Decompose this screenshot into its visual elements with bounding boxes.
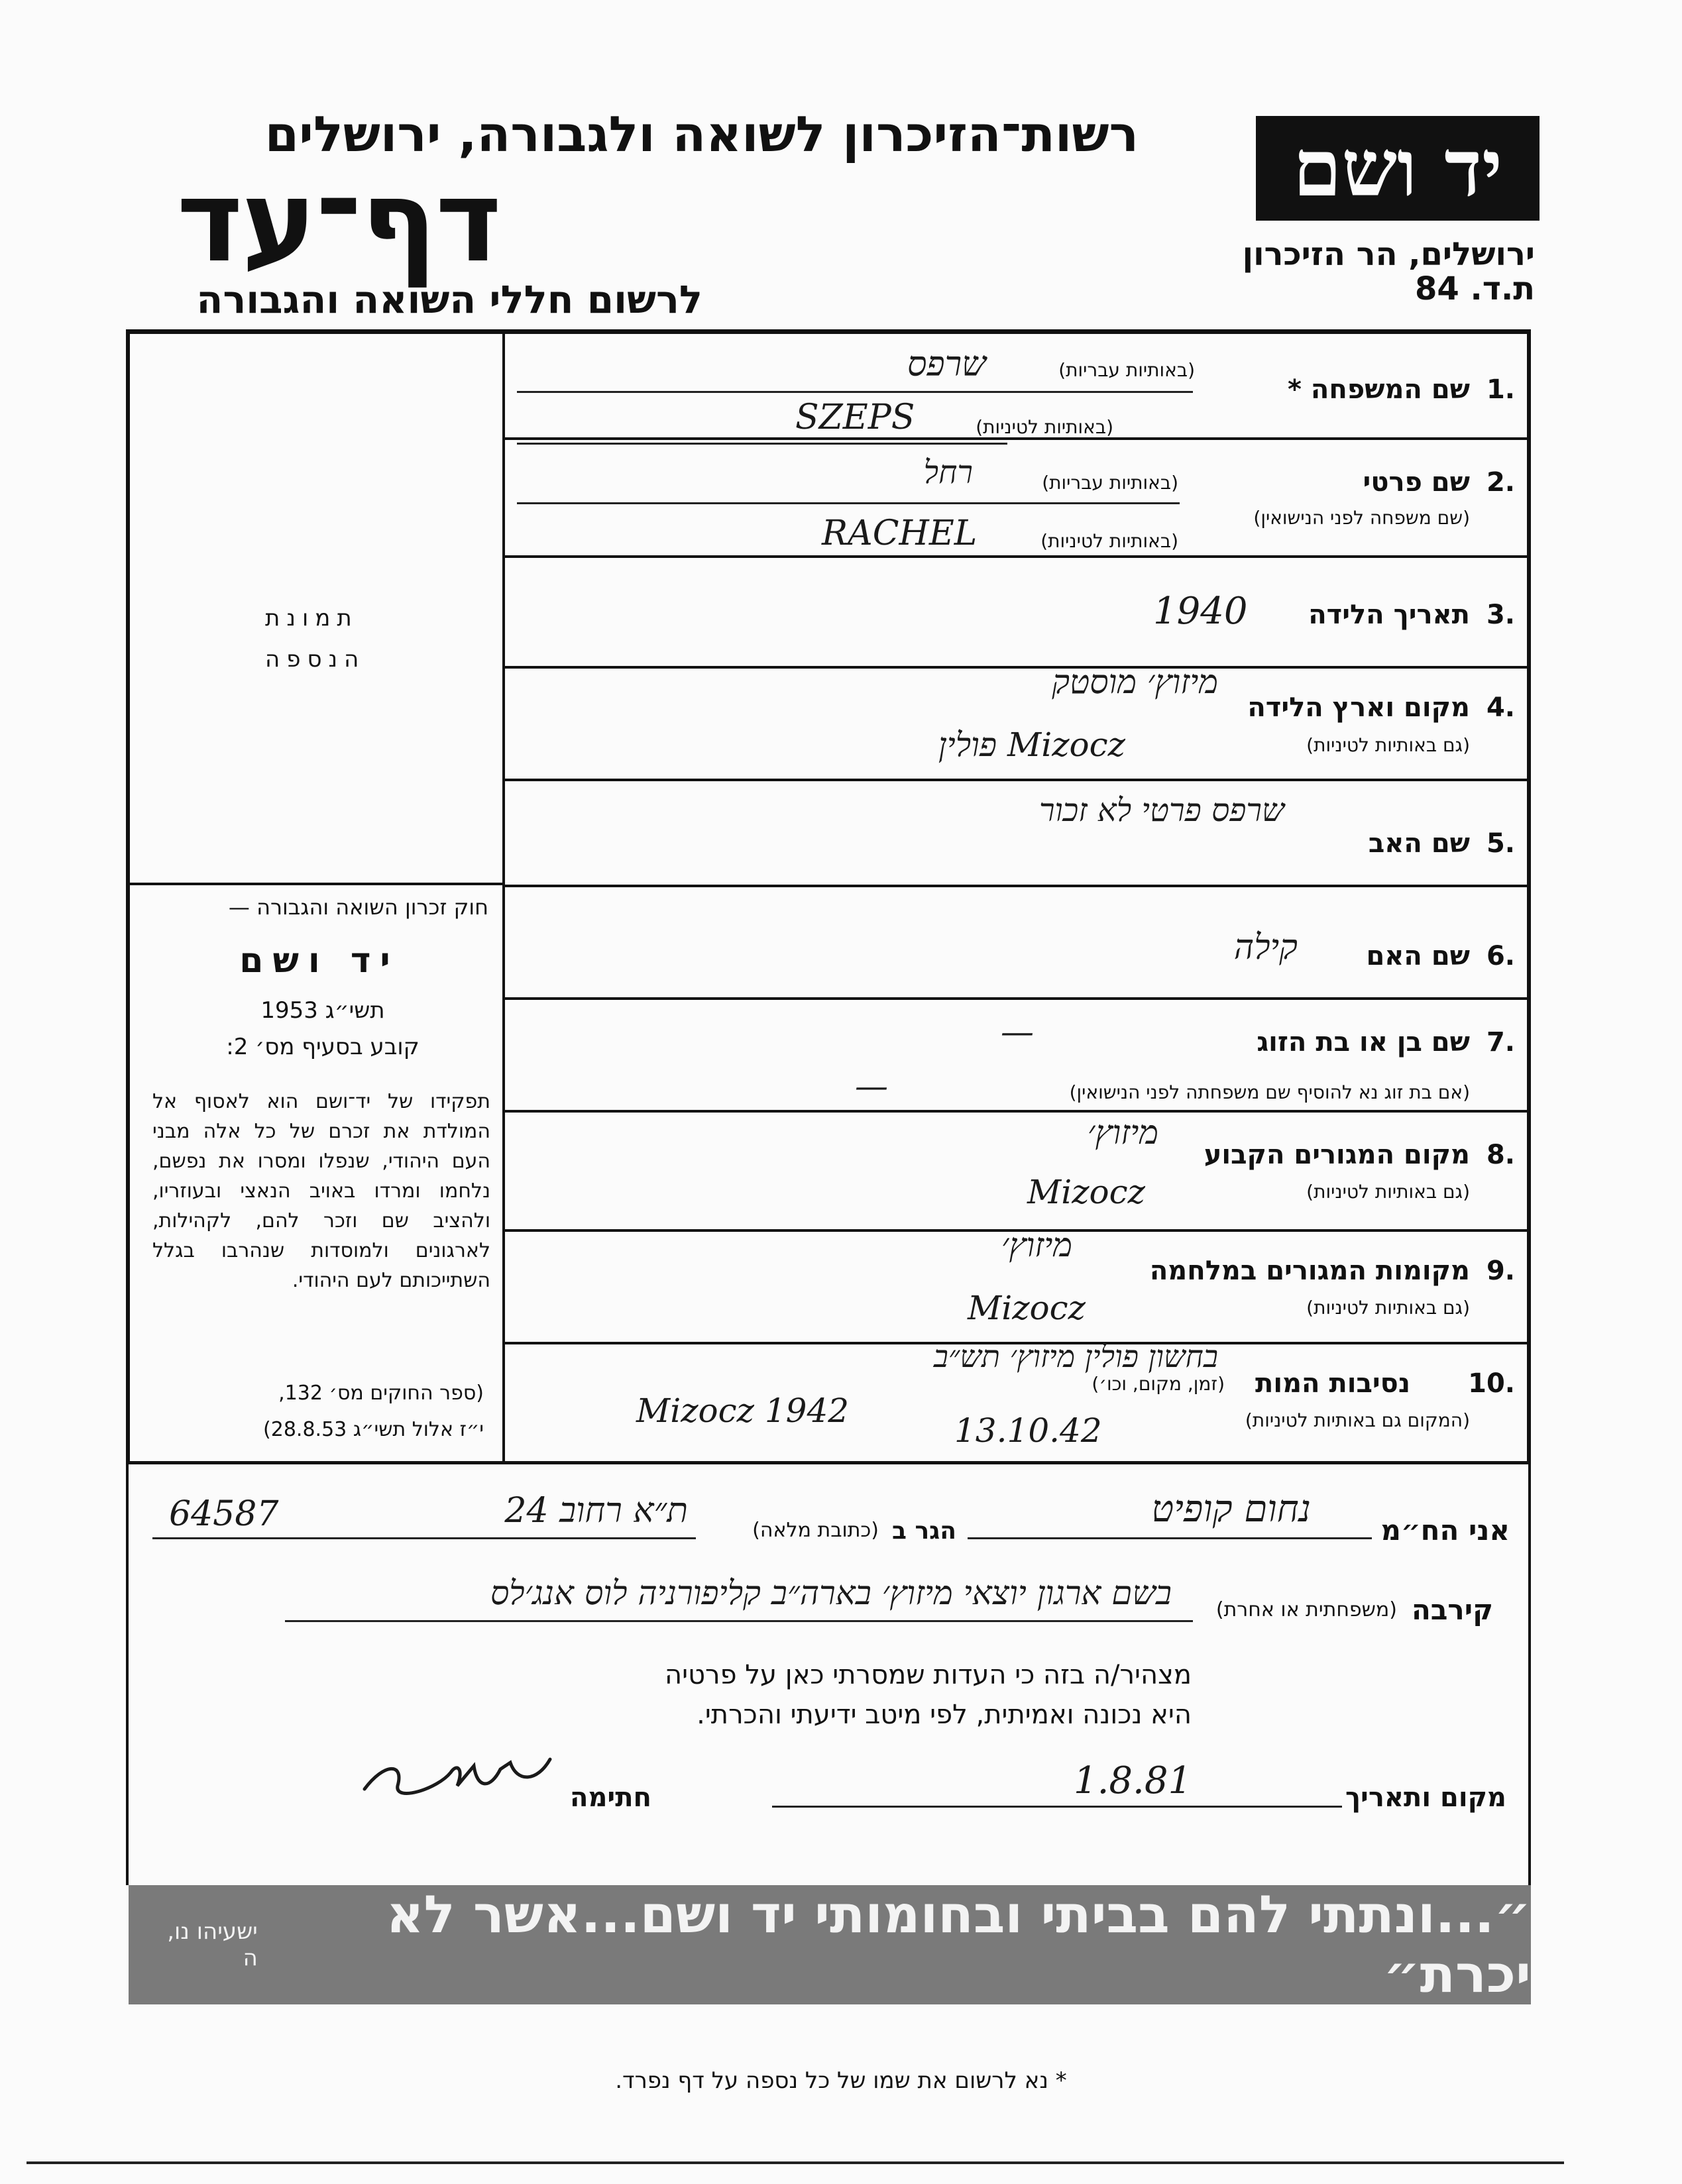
photo-label-2: הנספה — [265, 646, 366, 673]
input-line — [968, 1537, 1372, 1539]
field-hint: (גם באותיות לטיניות) — [1306, 1297, 1470, 1319]
field-number: 2. — [1486, 467, 1515, 498]
row-divider — [505, 885, 1531, 887]
relation-label: קירבה — [1411, 1594, 1493, 1626]
witness-name-value: נחום קופיט — [1151, 1488, 1311, 1531]
field-label-birth-place: מקום וארץ הלידה — [1247, 692, 1470, 723]
relation-hint: (משפחתית או אחרת) — [1215, 1598, 1397, 1621]
field-number: 7. — [1486, 1027, 1515, 1058]
relation-value: בשם ארגון יוצאי מיזוץ׳ בארה״ב קליפורניה לוס אנג׳לס — [490, 1574, 1172, 1612]
declaration-line-2: היא נכונה ואמיתית, לפי מיטב ידיעתי והכרתי. — [697, 1700, 1192, 1730]
field-label-birth-date: תאריך הלידה — [1308, 600, 1470, 630]
law-year: תשי״ג 1953 — [260, 997, 385, 1024]
birth-date-value: 1940 — [1153, 590, 1248, 633]
law-reference: (ספר החוקים מס׳ 132, — [278, 1382, 484, 1405]
input-line — [152, 1537, 696, 1539]
quote-text: ״...ונתתי להם בביתי ובחומותי יד ושם...אשר לא יכרת״ — [386, 1885, 1531, 2004]
signature-label: חתימה — [569, 1782, 651, 1813]
photo-label: תמונת — [265, 605, 359, 631]
field-hint: (באותיות לטיניות) — [1040, 530, 1178, 552]
field-number: 3. — [1486, 600, 1515, 630]
yad-vashem-logo — [1256, 116, 1540, 221]
page-title: דף־עד — [176, 156, 500, 288]
first-name-latin-value: RACHEL — [822, 514, 978, 553]
field-label-residence: מקום המגורים הקבוע — [1204, 1140, 1470, 1170]
footnote: * נא לרשום את שמו של כל נספה על דף נפרד. — [615, 2067, 1067, 2094]
row-divider — [505, 1110, 1531, 1113]
field-hint: (המקום גם באותיות לטיניות) — [1245, 1409, 1470, 1431]
death-place-latin-value: Mizocz 1942 — [636, 1392, 850, 1430]
signature — [358, 1749, 557, 1809]
place-date-label: מקום ותאריך — [1345, 1782, 1506, 1813]
left-panel-divider — [126, 883, 505, 885]
first-name-hebrew-value: רחל — [923, 454, 973, 491]
field-label-father-name: שם האב — [1368, 828, 1470, 859]
field-hint: (באותיות עבריות) — [1058, 359, 1195, 381]
page-subtitle: לרשום חללי השואה והגבורה — [196, 277, 702, 322]
frame-left — [126, 1461, 129, 1885]
address-value: ת״א רחוב 24 — [504, 1491, 688, 1531]
field-label-family-name: שם המשפחה * — [1288, 374, 1470, 405]
field-hint: (באותיות עבריות) — [1042, 472, 1178, 494]
row-divider — [505, 997, 1531, 1000]
field-number: 4. — [1486, 692, 1515, 723]
authority-name: רשות־הזיכרון לשואה ולגבורה, ירושלים — [264, 106, 1139, 163]
input-line — [285, 1620, 1193, 1622]
field-hint: (אם בת זוג נא להוסיף שם משפחתה לפני הנישואין) — [1069, 1081, 1470, 1103]
field-label-death-circumstances: נסיבות המות — [1255, 1368, 1410, 1399]
bottom-rule — [27, 2161, 1564, 2164]
input-line — [517, 391, 1193, 393]
zip-value: 64587 — [169, 1494, 279, 1534]
field-number: 6. — [1486, 941, 1515, 971]
witness-intro: אני הח״מ — [1380, 1514, 1510, 1547]
law-text: תפקידו של יד־ושם הוא לאסוף אל המולדת את זכרם של כל אלה מבני העם היהודי, שנפלו ומסרו את נפשם, נלחמו ומרדו באויב הנאצי ובעוזריו, ולהציב שם וזכר להם, לקהילות, לארגונים ולמוסדות שנהרבו בגלל השתייכותם לעם היהודי. — [152, 1090, 490, 1292]
law-name: יד ושם — [239, 941, 400, 981]
quote-reference: ישעיהו נו, ה — [167, 1918, 258, 1971]
row-divider — [505, 666, 1531, 669]
residence-latin-value: Mizocz — [1027, 1173, 1145, 1211]
law-reference-date: י״ז אלול תשי״ג 28.8.53) — [263, 1418, 484, 1441]
residence-value: מיזוץ׳ — [1087, 1113, 1158, 1152]
death-circumstances-value: בחשון פולין מיזוץ׳ תש״ב — [933, 1338, 1218, 1374]
section-divider — [126, 1461, 1531, 1464]
field-number: 10. — [1468, 1368, 1515, 1399]
input-line — [517, 443, 1007, 445]
field-label-spouse: שם בן או בת הזוג — [1257, 1027, 1470, 1058]
row-divider — [505, 779, 1531, 781]
po-box: ת.ד. 84 — [1415, 270, 1535, 307]
field-hint: (גם באותיות לטיניות) — [1306, 1181, 1470, 1203]
wartime-residence-value: מיזוץ׳ — [1001, 1226, 1072, 1264]
field-number: 5. — [1486, 828, 1515, 859]
frame-right — [1528, 1461, 1531, 1885]
input-line — [517, 502, 1180, 504]
mother-name-value: קילה — [1233, 928, 1298, 967]
field-number: 9. — [1486, 1256, 1515, 1286]
lives-in-label: הגר ב — [892, 1517, 956, 1545]
column-divider — [502, 331, 505, 1464]
law-clause: קובע בסעיף מס׳ 2: — [226, 1034, 420, 1060]
input-line — [772, 1806, 1342, 1808]
declaration-line-1: מצהיר/ה בזה כי העדות שמסרתי כאן על פרטיה — [665, 1660, 1192, 1690]
father-name-value: שרפס פרטי לא זכור — [1038, 792, 1284, 829]
field-hint: (באותיות לטיניות) — [976, 416, 1113, 438]
field-hint: (שם משפחה לפני הנישואין) — [1253, 507, 1470, 529]
date-value: 1.8.81 — [1074, 1759, 1192, 1802]
field-label-wartime-residence: מקומות המגורים במלחמה — [1149, 1256, 1470, 1286]
wartime-residence-latin-value: Mizocz — [968, 1289, 1086, 1327]
location-line: ירושלים, הר הזיכרון — [1242, 236, 1535, 273]
death-date-value: 13.10.42 — [954, 1411, 1102, 1450]
birth-country-value: Mizocz פולין — [938, 726, 1125, 764]
field-hint: (גם באותיות לטיניות) — [1306, 734, 1470, 756]
family-name-latin-value: SZEPS — [795, 398, 915, 437]
address-hint: (כתובת מלאה) — [752, 1519, 879, 1542]
field-hint: (זמן, מקום, וכו׳) — [1092, 1373, 1225, 1395]
birth-place-value: מיזוץ׳ מוסטק — [1052, 663, 1218, 701]
row-divider — [505, 555, 1531, 558]
family-name-hebrew-value: שרפס — [907, 345, 986, 384]
spouse-maiden-value: — — [855, 1067, 888, 1105]
spouse-value: — — [1001, 1012, 1034, 1051]
law-heading: חוק זכרון השואה והגבורה — — [228, 895, 488, 920]
quote-banner — [129, 1885, 1531, 2004]
field-number: 8. — [1486, 1140, 1515, 1170]
field-label-first-name: שם פרטי — [1363, 467, 1470, 498]
logo-text: יד ושם — [1292, 122, 1503, 214]
field-label-mother-name: שם האם — [1366, 941, 1470, 971]
field-number: 1. — [1486, 374, 1515, 405]
